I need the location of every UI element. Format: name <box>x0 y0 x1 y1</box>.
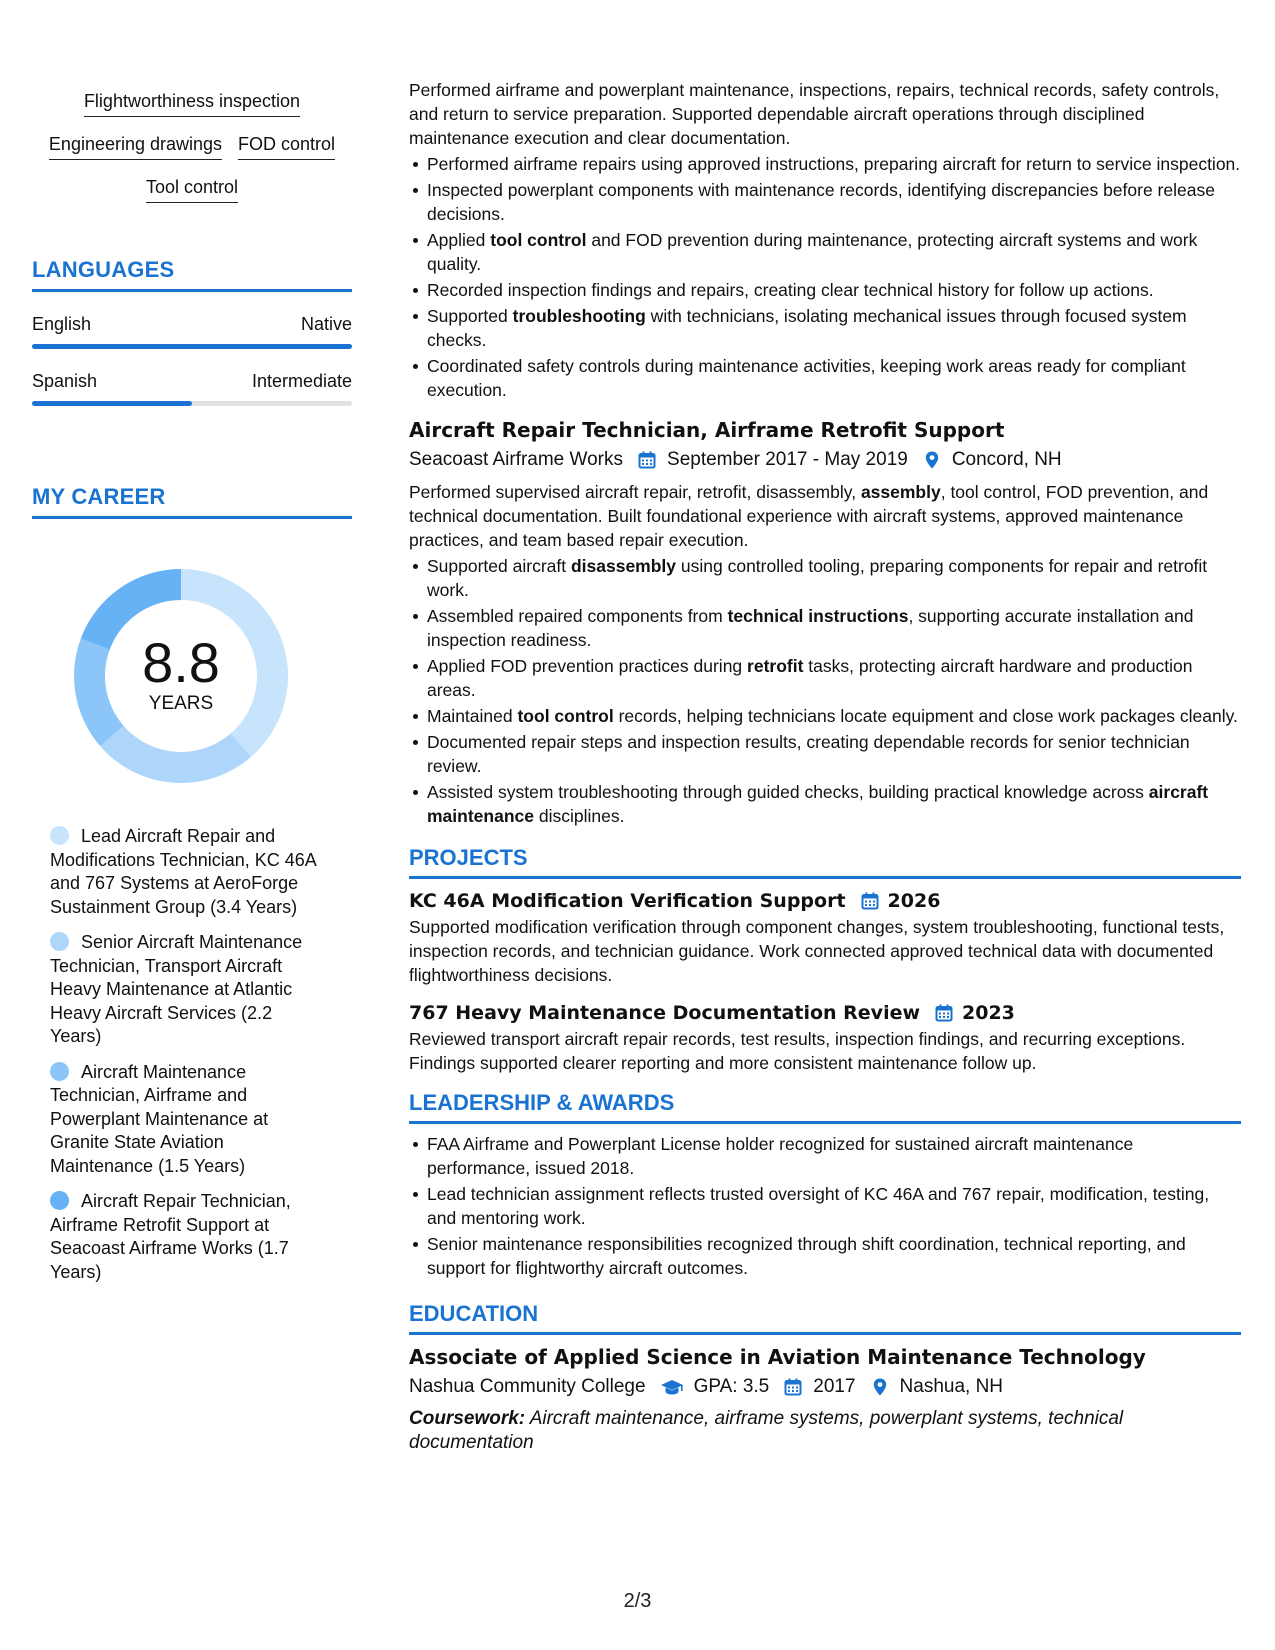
career-item <box>50 825 320 919</box>
language-proficiency-fill <box>32 344 352 349</box>
bold-keyword: retrofit <box>747 656 804 676</box>
job-dates: September 2017 - May 2019 <box>667 449 908 470</box>
awards-heading: LEADERSHIP & AWARDS <box>409 1089 1241 1124</box>
career-total-value: 8.8 <box>142 631 220 694</box>
education-heading: EDUCATION <box>409 1300 1241 1335</box>
bullet-item: Performed airframe repairs using approved instructions, preparing aircraft for return to service inspection. <box>427 154 1241 174</box>
coursework-label: Coursework: <box>409 1408 526 1429</box>
job-bullets <box>409 554 1241 828</box>
calendar-icon <box>934 1003 954 1023</box>
legend-dot <box>50 826 69 845</box>
bold-keyword: assembly <box>860 482 941 502</box>
language-name: English <box>32 314 92 334</box>
projects-heading: PROJECTS <box>409 844 1241 879</box>
job-bullets <box>409 152 1241 402</box>
legend-dot <box>50 932 69 951</box>
career-item-text: Aircraft Repair Technician, Airframe Retrofit Support at Seacoast Airframe Works (1.7 Years) <box>50 1191 291 1282</box>
left-column <box>32 80 352 1296</box>
project-item <box>409 999 1241 1075</box>
calendar-icon <box>637 450 657 470</box>
languages-section <box>32 257 352 406</box>
bullet-item: Maintained tool control records, helping technicians locate equipment and close work packages cleanly. <box>427 704 1241 728</box>
projects-list <box>409 887 1241 1075</box>
bullet-item: Supported troubleshooting with technicians, isolating mechanical issues through focused system checks. <box>427 304 1241 352</box>
career-section <box>32 484 352 1284</box>
gpa: GPA: 3.5 <box>693 1376 770 1397</box>
bold-keyword: disassembly <box>570 556 677 576</box>
calendar-icon <box>783 1377 803 1397</box>
project-description: Supported modification verification through component changes, system troubleshooting, functional tests, inspection records, and technician guidance. Work connected approved technical data with documented flightworthiness decisions. <box>409 917 1225 985</box>
bullet-item: Senior maintenance responsibilities recognized through shift coordination, technical reporting, and support for flightworthy aircraft outcomes. <box>427 1232 1241 1280</box>
bullet-item: Applied FOD prevention practices during retrofit tasks, protecting aircraft hardware and production areas. <box>427 654 1241 702</box>
project-year: 2026 <box>887 890 941 912</box>
coursework-text: Aircraft maintenance, airframe systems, powerplant systems, technical documentation <box>409 1408 1124 1453</box>
map-pin-icon <box>870 1377 890 1397</box>
career-total-unit: YEARS <box>148 693 214 714</box>
language-proficiency-bar <box>32 401 352 406</box>
company-name: Seacoast Airframe Works <box>409 449 624 470</box>
project-title: KC 46A Modification Verification Support <box>409 890 846 912</box>
graduation-cap-icon <box>660 1377 684 1397</box>
language-proficiency-fill <box>32 401 192 406</box>
project-item <box>409 887 1241 987</box>
career-item <box>50 931 320 1049</box>
bold-keyword: troubleshooting <box>512 306 646 326</box>
legend-dot <box>50 1062 69 1081</box>
career-legend <box>50 825 320 1284</box>
school-name: Nashua Community College <box>409 1376 646 1397</box>
bullet-item: Coordinated safety controls during maintenance activities, keeping work areas ready for compliant execution. <box>427 354 1241 402</box>
map-pin-icon <box>922 450 942 470</box>
bold-keyword: tool control <box>490 230 587 250</box>
bold-keyword: aircraft maintenance <box>427 782 1209 826</box>
language-name: Spanish <box>32 371 98 391</box>
bullet-item: Recorded inspection findings and repairs, creating clear technical history for follow up actions. <box>427 278 1241 302</box>
career-item <box>50 1190 320 1284</box>
education-year: 2017 <box>813 1376 856 1397</box>
career-item-text: Lead Aircraft Repair and Modifications Technician, KC 46A and 767 Systems at AeroForge Sustainment Group (3.4 Years) <box>50 826 316 917</box>
language-level: Intermediate <box>251 371 352 391</box>
job-title: Aircraft Repair Technician, Airframe Retrofit Support <box>409 418 1005 442</box>
bullet-item: Assisted system troubleshooting through guided checks, building practical knowledge across aircraft maintenance disciplines. <box>427 780 1241 828</box>
project-year: 2023 <box>962 1002 1015 1024</box>
language-level: Native <box>300 314 352 334</box>
right-column <box>409 78 1241 1455</box>
job-summary: Performed supervised aircraft repair, retrofit, disassembly, assembly, tool control, FOD prevention, and technical documentation. Built foundational experience with aircraft systems, approved maintenance practices, and team based repair execution. <box>409 482 1209 550</box>
bullet-item: Applied tool control and FOD prevention during maintenance, protecting aircraft systems and work quality. <box>427 228 1241 276</box>
education-location: Nashua, NH <box>899 1376 1004 1397</box>
calendar-icon <box>860 891 880 911</box>
skills-list <box>32 88 352 203</box>
career-item-text: Senior Aircraft Maintenance Technician, Transport Aircraft Heavy Maintenance at Atlantic Heavy Aircraft Services (2.2 Years) <box>50 932 303 1046</box>
skill-tag: Tool control <box>146 174 238 203</box>
career-donut-chart <box>66 561 296 791</box>
bullet-item: Inspected powerplant components with maintenance records, identifying discrepancies before release decisions. <box>427 178 1241 226</box>
degree-title: Associate of Applied Science in Aviation Maintenance Technology <box>409 1345 1146 1369</box>
bullet-item: Supported aircraft disassembly using controlled tooling, preparing components for repair and retrofit work. <box>427 554 1241 602</box>
job-location: Concord, NH <box>951 449 1062 470</box>
job-meta <box>409 446 1241 474</box>
legend-dot <box>50 1191 69 1210</box>
job-summary: Performed airframe and powerplant maintenance, inspections, repairs, technical records, safety controls, and return to service preparation. Supported dependable aircraft operations through disciplined maintenance execution and clear documentation. <box>409 80 1220 148</box>
project-title: 767 Heavy Maintenance Documentation Review <box>409 1002 921 1024</box>
education-meta <box>409 1373 1241 1401</box>
bullet-item: FAA Airframe and Powerplant License holder recognized for sustained aircraft maintenance performance, issued 2018. <box>427 1132 1241 1180</box>
project-description: Reviewed transport aircraft repair records, test results, inspection findings, and recurring exceptions. Findings supported clearer reporting and more consistent maintenance follow up. <box>409 1029 1186 1073</box>
skill-tag: Engineering drawings <box>49 131 222 160</box>
language-row <box>32 369 352 406</box>
bold-keyword: technical instructions <box>727 606 909 626</box>
career-item-text: Aircraft Maintenance Technician, Airframe and Powerplant Maintenance at Granite State Aviation Maintenance (1.5 Years) <box>50 1061 269 1176</box>
languages-heading: LANGUAGES <box>32 257 352 292</box>
language-proficiency-bar <box>32 344 352 349</box>
page-number: 2/3 <box>623 1590 652 1612</box>
bold-keyword: tool control <box>517 706 614 726</box>
bullet-item: Lead technician assignment reflects trusted oversight of KC 46A and 767 repair, modification, testing, and mentoring work. <box>427 1182 1241 1230</box>
career-item <box>50 1061 320 1179</box>
language-row <box>32 312 352 349</box>
bullet-item: Assembled repaired components from technical instructions, supporting accurate installation and inspection readiness. <box>427 604 1241 652</box>
coursework <box>409 1407 1241 1455</box>
skill-tag: FOD control <box>238 131 335 160</box>
skill-tag: Flightworthiness inspection <box>84 88 300 117</box>
bullet-item: Documented repair steps and inspection results, creating dependable records for senior technician review. <box>427 730 1241 778</box>
career-heading: MY CAREER <box>32 484 352 519</box>
awards-list <box>409 1132 1241 1280</box>
